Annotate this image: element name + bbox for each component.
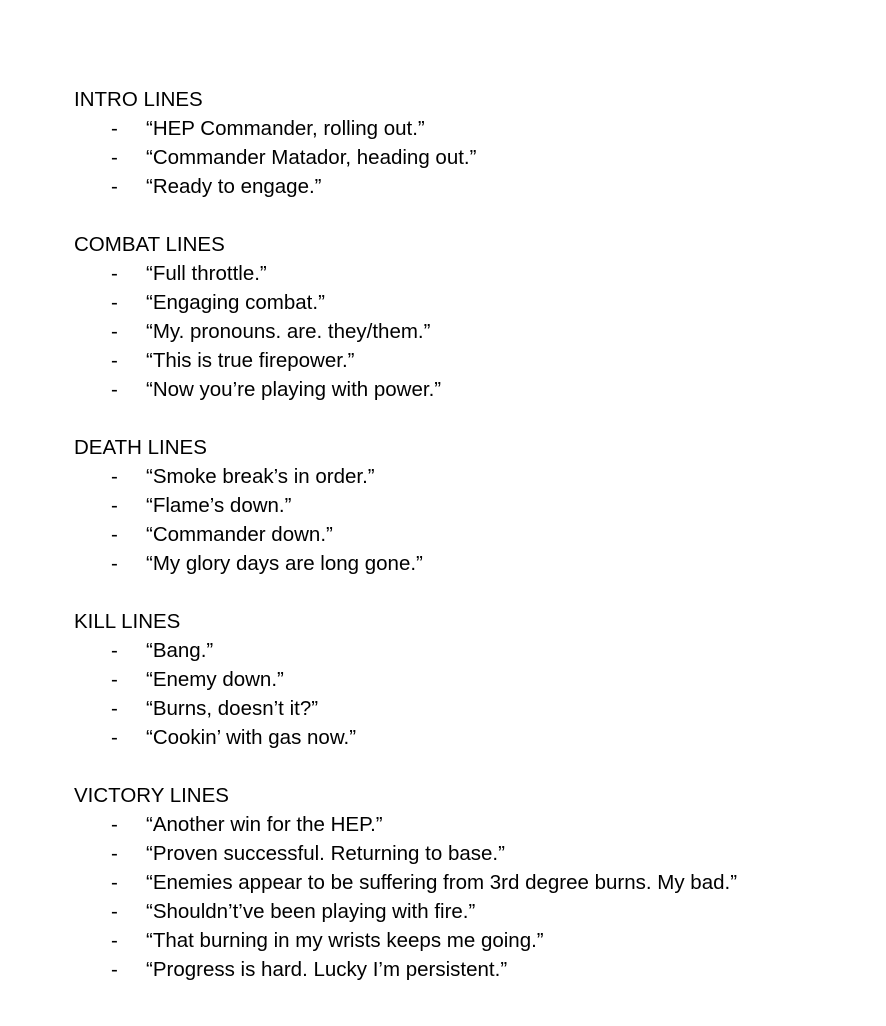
list-item	[74, 288, 864, 317]
line-list	[74, 636, 864, 752]
list-item	[74, 491, 864, 520]
dash-bullet: -	[111, 958, 118, 981]
list-item	[74, 810, 864, 839]
list-item	[74, 143, 864, 172]
line-text: “Shouldn’t’ve been playing with fire.”	[146, 900, 476, 923]
dash-bullet: -	[111, 668, 118, 691]
line-list	[74, 462, 864, 578]
list-item	[74, 520, 864, 549]
section-title: DEATH LINES	[74, 436, 207, 459]
line-text: “Commander down.”	[146, 523, 333, 546]
section-death-lines	[74, 433, 864, 578]
dash-bullet: -	[111, 262, 118, 285]
list-item	[74, 636, 864, 665]
list-item	[74, 375, 864, 404]
line-text: “Proven successful. Returning to base.”	[146, 842, 505, 865]
list-item	[74, 346, 864, 375]
line-text: “This is true firepower.”	[146, 349, 355, 372]
dash-bullet: -	[111, 639, 118, 662]
line-text: “Burns, doesn’t it?”	[146, 697, 319, 720]
line-list	[74, 810, 864, 984]
dash-bullet: -	[111, 465, 118, 488]
line-list	[74, 114, 864, 201]
section-title: VICTORY LINES	[74, 784, 229, 807]
dash-bullet: -	[111, 726, 118, 749]
dash-bullet: -	[111, 117, 118, 140]
line-text: “Another win for the HEP.”	[146, 813, 383, 836]
line-text: “Cookin’ with gas now.”	[146, 726, 357, 749]
line-text: “That burning in my wrists keeps me going.”	[146, 929, 544, 952]
dash-bullet: -	[111, 813, 118, 836]
list-item	[74, 839, 864, 868]
list-item	[74, 259, 864, 288]
section-victory-lines	[74, 781, 864, 984]
section-title: KILL LINES	[74, 610, 181, 633]
line-list	[74, 259, 864, 404]
list-item	[74, 897, 864, 926]
dash-bullet: -	[111, 900, 118, 923]
section-combat-lines	[74, 230, 864, 404]
section-kill-lines	[74, 607, 864, 752]
line-text: “HEP Commander, rolling out.”	[146, 117, 425, 140]
section-title: COMBAT LINES	[74, 233, 225, 256]
dash-bullet: -	[111, 291, 118, 314]
line-text: “Enemy down.”	[146, 668, 284, 691]
dash-bullet: -	[111, 320, 118, 343]
line-text: “Enemies appear to be suffering from 3rd degree burns. My bad.”	[146, 871, 738, 894]
line-text: “Bang.”	[146, 639, 214, 662]
line-text: “Smoke break’s in order.”	[146, 465, 375, 488]
dash-bullet: -	[111, 146, 118, 169]
document-body	[74, 85, 864, 1013]
dash-bullet: -	[111, 494, 118, 517]
list-item	[74, 926, 864, 955]
dash-bullet: -	[111, 929, 118, 952]
section-intro-lines	[74, 85, 864, 201]
line-text: “Ready to engage.”	[146, 175, 322, 198]
line-text: “Flame’s down.”	[146, 494, 292, 517]
dash-bullet: -	[111, 349, 118, 372]
section-title: INTRO LINES	[74, 88, 203, 111]
line-text: “Engaging combat.”	[146, 291, 325, 314]
list-item	[74, 172, 864, 201]
line-text: “Progress is hard. Lucky I’m persistent.”	[146, 958, 508, 981]
list-item	[74, 549, 864, 578]
list-item	[74, 665, 864, 694]
line-text: “My glory days are long gone.”	[146, 552, 423, 575]
dash-bullet: -	[111, 697, 118, 720]
line-text: “My. pronouns. are. they/them.”	[146, 320, 431, 343]
dash-bullet: -	[111, 842, 118, 865]
line-text: “Commander Matador, heading out.”	[146, 146, 477, 169]
dash-bullet: -	[111, 175, 118, 198]
line-text: “Now you’re playing with power.”	[146, 378, 442, 401]
list-item	[74, 462, 864, 491]
list-item	[74, 114, 864, 143]
dash-bullet: -	[111, 552, 118, 575]
list-item	[74, 317, 864, 346]
list-item	[74, 694, 864, 723]
list-item	[74, 723, 864, 752]
list-item	[74, 868, 864, 897]
list-item	[74, 955, 864, 984]
dash-bullet: -	[111, 378, 118, 401]
line-text: “Full throttle.”	[146, 262, 267, 285]
dash-bullet: -	[111, 871, 118, 894]
dash-bullet: -	[111, 523, 118, 546]
